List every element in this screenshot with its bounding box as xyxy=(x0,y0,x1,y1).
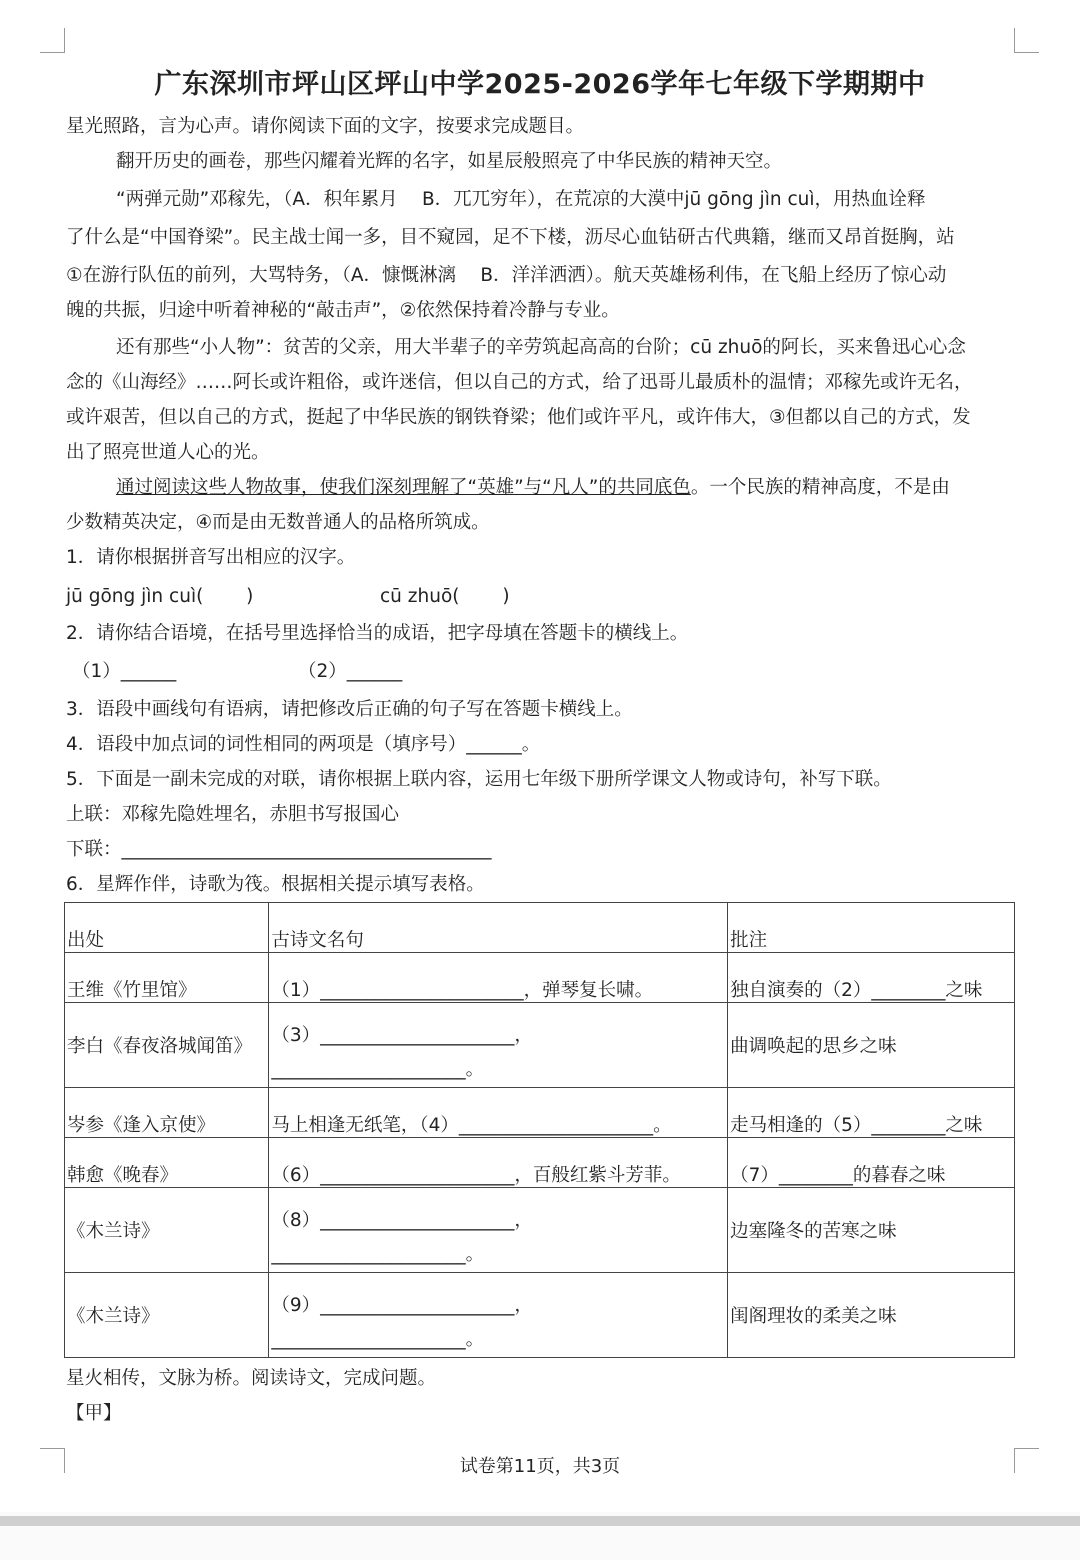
passage-line: 魄的共振，归途中听着神秘的“敲击声”，②依然保持着冷静与专业。 xyxy=(66,300,620,321)
couplet-lower: 下联：________________________________________ xyxy=(66,839,492,860)
row-note: 走马相逢的（5）________之味 xyxy=(728,1088,1015,1138)
row-note: 边塞隆冬的苦寒之味 xyxy=(728,1188,1015,1273)
q1-pinyin-a: jū gōng jìn cuì( ) xyxy=(66,586,254,607)
row-source: 岑参《逢入京使》 xyxy=(65,1088,269,1138)
question-1: 1．请你根据拼音写出相应的汉字。 xyxy=(66,547,356,568)
row-note: 闺阁理妆的柔美之味 xyxy=(728,1273,1015,1358)
section-intro: 星火相传，文脉为桥。阅读诗文，完成问题。 xyxy=(66,1368,437,1389)
passage-line: 出了照亮世道人心的光。 xyxy=(66,442,270,463)
page-title: 广东深圳市坪山区坪山中学2025-2026学年七年级下学期期中 xyxy=(154,69,926,100)
q2-blank-2: （2）______ xyxy=(298,661,403,682)
table-row xyxy=(65,1188,1015,1273)
q1-pinyin-b: cū zhuō( ) xyxy=(380,586,510,607)
section-label-jia: 【甲】 xyxy=(66,1403,122,1424)
row-source: 李白《春夜洛城闻笛》 xyxy=(65,1003,269,1088)
row-verse: 马上相逢无纸笔，（4）_____________________。 xyxy=(269,1088,728,1138)
passage-line: 了什么是“中国脊梁”。民主战士闻一多，目不窥园，足不下楼，沥尽心血钻研古代典籍，继而又昂首挺胸，站 xyxy=(66,227,955,248)
header-source: 出处 xyxy=(65,903,269,953)
underlined-sentence: 通过阅读这些人物故事，使我们深刻理解了“英雄”与“凡人”的共同底色 xyxy=(116,477,691,498)
crop-mark-top-right xyxy=(1014,28,1039,53)
row-verse: （9）_____________________， _____________________。 xyxy=(269,1273,728,1358)
row-verse: （8）_____________________， _____________________。 xyxy=(269,1188,728,1273)
question-4: 4．语段中加点词的词性相同的两项是（填序号）______。 xyxy=(66,734,541,755)
passage-line: 少数精英决定，④而是由无数普通人的品格所筑成。 xyxy=(66,512,490,533)
row-source: 王维《竹里馆》 xyxy=(65,953,269,1003)
question-2: 2．请你结合语境，在括号里选择恰当的成语，把字母填在答题卡的横线上。 xyxy=(66,623,689,644)
question-6: 6．星辉作伴，诗歌为筏。根据相关提示填写表格。 xyxy=(66,874,485,895)
q2-blank-1: （1）______ xyxy=(72,661,177,682)
row-note: 独自演奏的（2）________之味 xyxy=(728,953,1015,1003)
header-verse: 古诗文名句 xyxy=(269,903,728,953)
table-row xyxy=(65,1088,1015,1138)
passage-line: ①在游行队伍的前列，大骂特务，（A．慷慨淋漓 B．洋洋洒洒）。航天英雄杨利伟，在飞船上经历了惊心动 xyxy=(66,265,947,286)
row-note: （7）________的暮春之味 xyxy=(728,1138,1015,1188)
passage-line: 还有那些“小人物”：贫苦的父亲，用大半辈子的辛劳筑起高高的台阶；cū zhuō的阿长，买来鲁迅心心念 xyxy=(116,337,966,358)
crop-mark-top-left xyxy=(40,28,65,53)
passage-line: 翻开历史的画卷，那些闪耀着光辉的名字，如星辰般照亮了中华民族的精神天空。 xyxy=(116,151,783,172)
table-row xyxy=(65,1273,1015,1358)
page-footer: 试卷第11页，共3页 xyxy=(459,1456,621,1477)
table-row xyxy=(65,1138,1015,1188)
passage-line: 念的《山海经》……阿长或许粗俗，或许迷信，但以自己的方式，给了迅哥儿最质朴的温情；邓稼先或许无名， xyxy=(66,372,973,393)
row-verse: （1）______________________，弹琴复长啸。 xyxy=(269,953,728,1003)
header-note: 批注 xyxy=(728,903,1015,953)
question-3: 3．语段中画线句有语病，请把修改后正确的句子写在答题卡横线上。 xyxy=(66,699,633,720)
row-note: 曲调唤起的思乡之味 xyxy=(728,1003,1015,1088)
row-verse: （6）_____________________，百般红紫斗芳菲。 xyxy=(269,1138,728,1188)
question-5: 5．下面是一副未完成的对联，请你根据上联内容，运用七年级下册所学课文人物或诗句，补写下联。 xyxy=(66,769,892,790)
table-row xyxy=(65,1003,1015,1088)
row-source: 《木兰诗》 xyxy=(65,1273,269,1358)
poetry-table xyxy=(64,902,1015,1358)
passage-line: 通过阅读这些人物故事，使我们深刻理解了“英雄”与“凡人”的共同底色。一个民族的精神高度，不是由 xyxy=(116,477,950,498)
row-source: 《木兰诗》 xyxy=(65,1188,269,1273)
intro-line: 星光照路，言为心声。请你阅读下面的文字，按要求完成题目。 xyxy=(66,116,585,137)
viewer-scrollbar[interactable] xyxy=(0,1512,1080,1560)
table-row xyxy=(65,953,1015,1003)
table-header-row xyxy=(65,903,1015,953)
row-source: 韩愈《晚春》 xyxy=(65,1138,269,1188)
passage-line: 或许艰苦，但以自己的方式，挺起了中华民族的钢铁脊梁；他们或许平凡，或许伟大，③但都以自己的方式，发 xyxy=(66,407,971,428)
passage-line: “两弹元勋”邓稼先，（A．积年累月 B．兀兀穷年），在荒凉的大漠中jū gōng jìn cuì，用热血诠释 xyxy=(116,189,926,210)
couplet-upper: 上联：邓稼先隐姓埋名，赤胆书写报国心 xyxy=(66,804,400,825)
row-verse: （3）_____________________， _____________________。 xyxy=(269,1003,728,1088)
